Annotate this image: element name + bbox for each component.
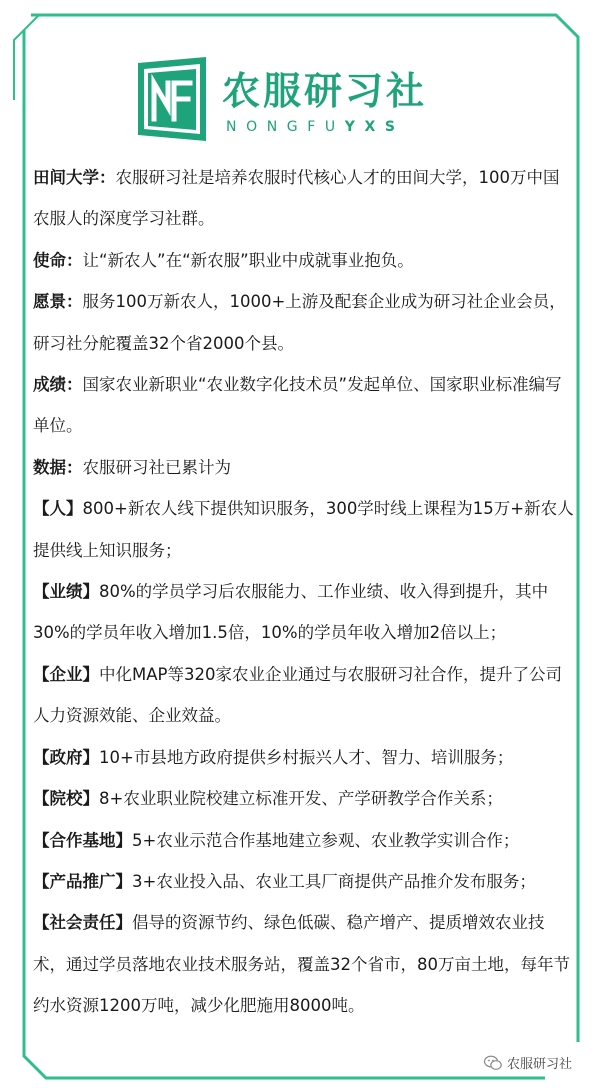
paragraph-text: 农服研习社已累计为 (82, 457, 231, 477)
list-item-product-promotion (33, 861, 575, 902)
logo-chinese-name: 农服研习社 (222, 69, 428, 113)
item-tag: 【合作基地】 (33, 830, 132, 850)
logo-mark-icon (138, 57, 206, 141)
paragraph-vision (33, 281, 575, 364)
item-text: 8+农业职业院校建立标准开发、产学研教学合作关系； (99, 789, 503, 809)
list-item-social-responsibility (33, 902, 575, 1026)
paragraph-mission (33, 240, 575, 281)
item-tag: 【政府】 (33, 747, 99, 767)
item-text: 800+新农人线下提供知识服务，300学时线上课程为15万+新农人提供线上知识服务； (33, 499, 574, 560)
intro-body (33, 157, 575, 1027)
paragraph-label: 使命： (33, 250, 83, 270)
item-text: 3+农业投入品、农业工具厂商提供产品推介发布服务； (132, 871, 536, 891)
brand-logo (138, 52, 448, 144)
wechat-icon (484, 1055, 502, 1071)
paragraph-text: 国家农业新职业“农业数字化技术员”发起单位、国家职业标准编写单位。 (33, 375, 562, 436)
list-item-performance (33, 571, 575, 654)
item-tag: 【院校】 (33, 789, 99, 809)
item-tag: 【人】 (33, 499, 83, 519)
paragraph-label: 愿景： (33, 292, 83, 312)
item-text: 倡导的资源节约、绿色低碳、稳产增产、提质增效农业技术，通过学员落地农业技术服务站，覆盖32个省市，80万亩土地，每年节约水资源1200万吨，减少化肥施用8000吨。 (33, 913, 570, 1016)
paragraph-text: 农服研习社是培养农服时代核心人才的田间大学，100万中国农服人的深度学习社群。 (33, 168, 560, 229)
item-text: 10+市县地方政府提供乡村振兴人才、智力、培训服务； (99, 747, 514, 767)
item-text: 中化MAP等320家农业企业通过与农服研习社合作，提升了公司人力资源效能、企业效益。 (33, 664, 562, 726)
list-item-government (33, 737, 575, 778)
paragraph-label: 数据： (33, 457, 83, 477)
paragraph-label: 田间大学： (33, 168, 116, 187)
paragraph-text: 服务100万新农人，1000+上游及配套企业成为研习社企业会员，研习社分舵覆盖32个省2000个县。 (33, 292, 566, 353)
list-item-cooperation-bases (33, 820, 575, 861)
watermark-text: 农服研习社 (507, 1057, 573, 1072)
item-tag: 【社会责任】 (33, 913, 132, 933)
paragraph-data (33, 447, 575, 488)
logo-english-name: NONGFUYXS (226, 119, 405, 135)
item-tag: 【业绩】 (33, 582, 99, 602)
item-tag: 【企业】 (33, 664, 99, 684)
list-item-people (33, 488, 575, 571)
wechat-watermark (484, 1053, 572, 1072)
paragraph-text: 让“新农人”在“新农服”职业中成就事业抱负。 (82, 250, 414, 270)
paragraph-field-university (33, 157, 575, 240)
paragraph-achievements (33, 364, 575, 447)
list-item-colleges (33, 778, 575, 819)
item-text: 80%的学员学习后农服能力、工作业绩、收入得到提升，其中30%的学员年收入增加1.5倍，10%的学员年收入增加2倍以上； (33, 582, 549, 643)
item-tag: 【产品推广】 (33, 871, 132, 891)
paragraph-label: 成绩： (33, 375, 83, 395)
list-item-enterprise (33, 654, 575, 737)
item-text: 5+农业示范合作基地建立参观、农业教学实训合作； (132, 830, 520, 850)
